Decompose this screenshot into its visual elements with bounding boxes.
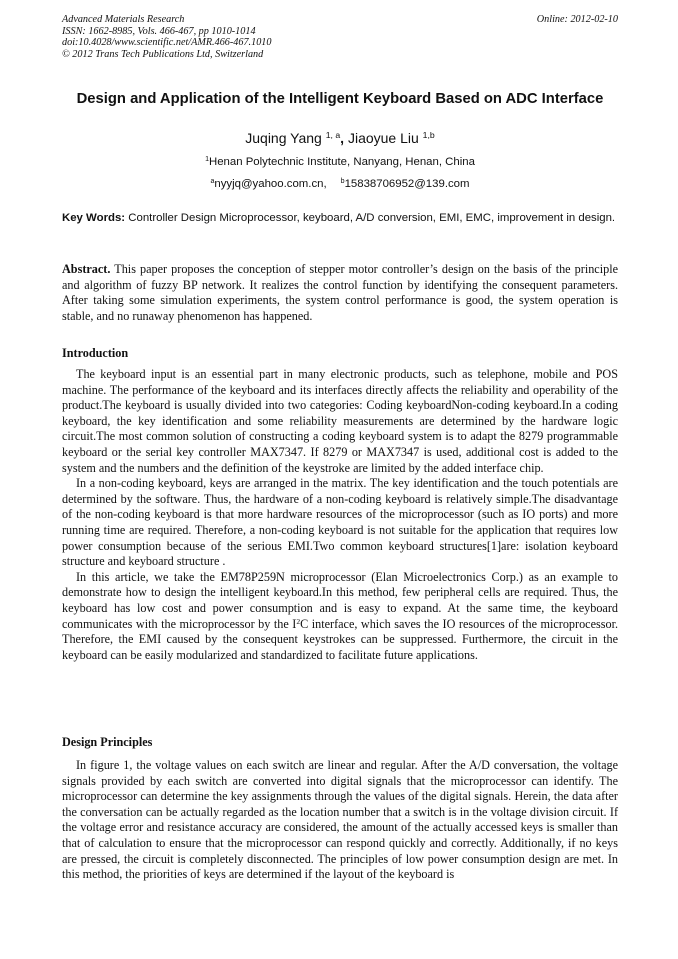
section-heading-design-principles: Design Principles xyxy=(62,735,153,749)
journal-name: Advanced Materials Research xyxy=(62,14,185,25)
email-mark: a xyxy=(210,178,215,186)
author-name: Juqing Yang xyxy=(245,130,322,146)
author-name: Jiaoyue Liu xyxy=(344,130,419,146)
affiliation-text: Henan Polytechnic Institute, Nanyang, Henan, China xyxy=(208,156,475,168)
abstract-text: This paper proposes the conception of stepper motor controller’s design on the basis of the principle and algorithm of fuzzy BP network. It realizes the control function by identifying the consequent parameters. After taking some simulation experiments, the system control performance is good, the system operation is stable, and no runaway phenomenon has happened. xyxy=(62,262,618,323)
author-line xyxy=(62,129,618,147)
author-separator: , xyxy=(340,130,345,146)
keywords-text: Controller Design Microprocessor, keyboard, A/D conversion, EMI, EMC, improvement in design. xyxy=(125,212,616,224)
issn-line: ISSN: 1662-8985, Vols. 466-467, pp 1010-1014 xyxy=(62,25,256,37)
paragraph: In figure 1, the voltage values on each switch are linear and regular. After the A/D conversation, the voltage signals provided by each switch are converted into digital signals that the microprocessor can identify. The microprocessor can determine the key assignments through the values of the digital signals. Herein, the data after the conversation can be actually regarded as the location number that a switch is in the voltage division circuit. If the voltage error and resistance accuracy are considered, the amount of the actually accessed keys is smaller than that of calculation to ensure that the microprocessor can respond quickly and correctly. Additionally, if no keys are pressed, the circuit is completely disconnected. The principles of low power consumption design are met. In this method, the priorities of keys are determined if the layout of the keyboard is xyxy=(62,758,618,882)
author-affiliation-mark: 1,b xyxy=(422,130,435,141)
design-principles-body xyxy=(62,758,618,883)
paragraph: The keyboard input is an essential part in many electronic products, such as telephone, mobile and POS machine. The performance of the keyboard and its interfaces directly affects the reliability and operability of the product.The keyboard is usually divided into two categories: Coding keyboardNon-coding keyboard.In a coding keyboard, the key identification and some reliability measurements are determined by the hardware logic circuit.The most common solution of constructing a coding keyboard system is to adapt the 8279 programmable keyboard or the serial key controller MAX7347. If 8279 or MAX7347 is used, additional cost is added to the system and the numbers and the definition of the keystroke are limited by the added interface chip. xyxy=(62,367,618,475)
keywords-label: Key Words: xyxy=(62,212,126,224)
paragraph: In a non-coding keyboard, keys are arranged in the matrix. The key identification and the touch potentials are determined by the software. Thus, the hardware of a non-coding keyboard is relatively simple.The disadvantage of the non-coding keyboard is that more hardware resources of the microprocessor (such as IO ports) and more running time are required. Therefore, a non-coding keyboard is not suitable for the application that requires low power consumption because of the serious EMI.Two common keyboard structures[1]are: isolation keyboard structure and keyboard structure . xyxy=(62,476,618,569)
section-heading-introduction: Introduction xyxy=(62,346,129,360)
author-emails xyxy=(62,177,618,191)
abstract-label: Abstract. xyxy=(62,262,111,276)
author-affiliation-mark: 1, a xyxy=(325,130,341,141)
journal-header xyxy=(62,14,618,60)
superscript: 2 xyxy=(296,616,301,626)
paragraph xyxy=(62,570,618,664)
paper-title: Design and Application of the Intelligent Keyboard Based on ADC Interface xyxy=(76,91,604,107)
affiliation-mark: 1 xyxy=(205,156,209,164)
copyright-line: © 2012 Trans Tech Publications Ltd, Switzerland xyxy=(62,48,264,60)
doi-line: doi:10.4028/www.scientific.net/AMR.466-467.1010 xyxy=(62,37,272,49)
paragraph-text: In this article, we take the EM78P259N microprocessor (Elan Microelectronics Corp.) as an example to demonstrate how to design the intelligent keyboard.In this method, few peripheral cells are required. Thus, the keyboard has low cost and power consumption and is easy to expand. At the same time, the keyboard communicates with the microprocessor by the I xyxy=(62,569,618,631)
paragraph-text: C interface, which saves the IO resources of the microprocessor. Therefore, the EMI caused by the consequent keystrokes can be suppressed. Furthermore, the circuit in the keyboard can be easily modularized and standardized to facilitate future applications. xyxy=(62,616,619,662)
affiliation xyxy=(62,155,618,169)
introduction-body xyxy=(62,367,618,663)
email-address: 15838706952@139.com xyxy=(344,178,470,190)
online-date: Online: 2012-02-10 xyxy=(536,14,618,25)
email-mark: b xyxy=(340,178,345,186)
email-address: nyyjq@yahoo.com.cn, xyxy=(214,178,327,190)
keywords xyxy=(62,211,618,226)
abstract xyxy=(62,262,618,324)
